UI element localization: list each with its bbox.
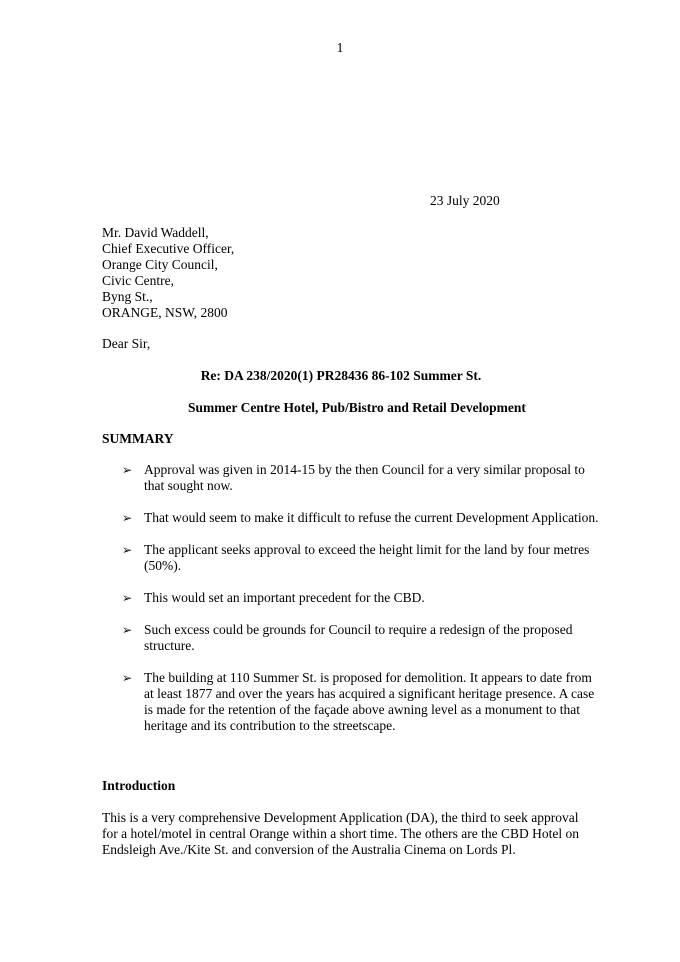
- letter-date: 23 July 2020: [430, 193, 500, 208]
- introduction-paragraph: This is a very comprehensive Development Application (DA), the third to seek approval for a hotel/motel in central Orange within a short time. The others are the CBD Hotel on Endsleigh Ave./Kite St. and conversion of the Australia Cinema on Lords Pl.: [102, 810, 579, 857]
- arrow-bullet-icon: ➢: [122, 623, 133, 637]
- recipient-address: [102, 225, 234, 321]
- list-item: [102, 542, 604, 574]
- list-item: [102, 462, 604, 494]
- list-item: [102, 622, 604, 654]
- arrow-bullet-icon: ➢: [122, 671, 133, 685]
- reference-subtitle: Summer Centre Hotel, Pub/Bistro and Retail Development: [188, 400, 526, 415]
- address-line: ORANGE, NSW, 2800: [102, 305, 228, 320]
- summary-bullet-list: [102, 462, 602, 750]
- reference-line: Re: DA 238/2020(1) PR28436 86-102 Summer St.: [200, 368, 482, 383]
- arrow-bullet-icon: ➢: [122, 463, 133, 477]
- address-line: Mr. David Waddell,: [102, 225, 209, 240]
- list-item: [102, 590, 604, 606]
- salutation: Dear Sir,: [102, 336, 151, 351]
- page-number: 1: [336, 40, 344, 55]
- bullet-text: Such excess could be grounds for Council to require a redesign of the proposed structure.: [144, 622, 573, 653]
- arrow-bullet-icon: ➢: [122, 511, 133, 525]
- bullet-text: The applicant seeks approval to exceed the height limit for the land by four metres (50%).: [144, 542, 590, 573]
- address-line: Civic Centre,: [102, 273, 174, 288]
- bullet-text: Approval was given in 2014-15 by the then Council for a very similar proposal to that sought now.: [144, 462, 585, 493]
- bullet-text: That would seem to make it difficult to refuse the current Development Application.: [144, 510, 599, 525]
- bullet-text: The building at 110 Summer St. is proposed for demolition. It appears to date from at least 1877 and over the years has acquired a significant heritage presence. A case is made for the retention of the façade above awning level as a monument to that heritage and its contribution to the streetscape.: [144, 670, 595, 733]
- introduction-heading: Introduction: [102, 778, 176, 793]
- bullet-text: This would set an important precedent for the CBD.: [144, 590, 425, 605]
- address-line: Byng St.,: [102, 289, 153, 304]
- arrow-bullet-icon: ➢: [122, 591, 133, 605]
- address-line: Chief Executive Officer,: [102, 241, 235, 256]
- arrow-bullet-icon: ➢: [122, 543, 133, 557]
- list-item: [102, 670, 604, 734]
- list-item: [102, 510, 604, 526]
- summary-heading: SUMMARY: [102, 431, 174, 446]
- address-line: Orange City Council,: [102, 257, 218, 272]
